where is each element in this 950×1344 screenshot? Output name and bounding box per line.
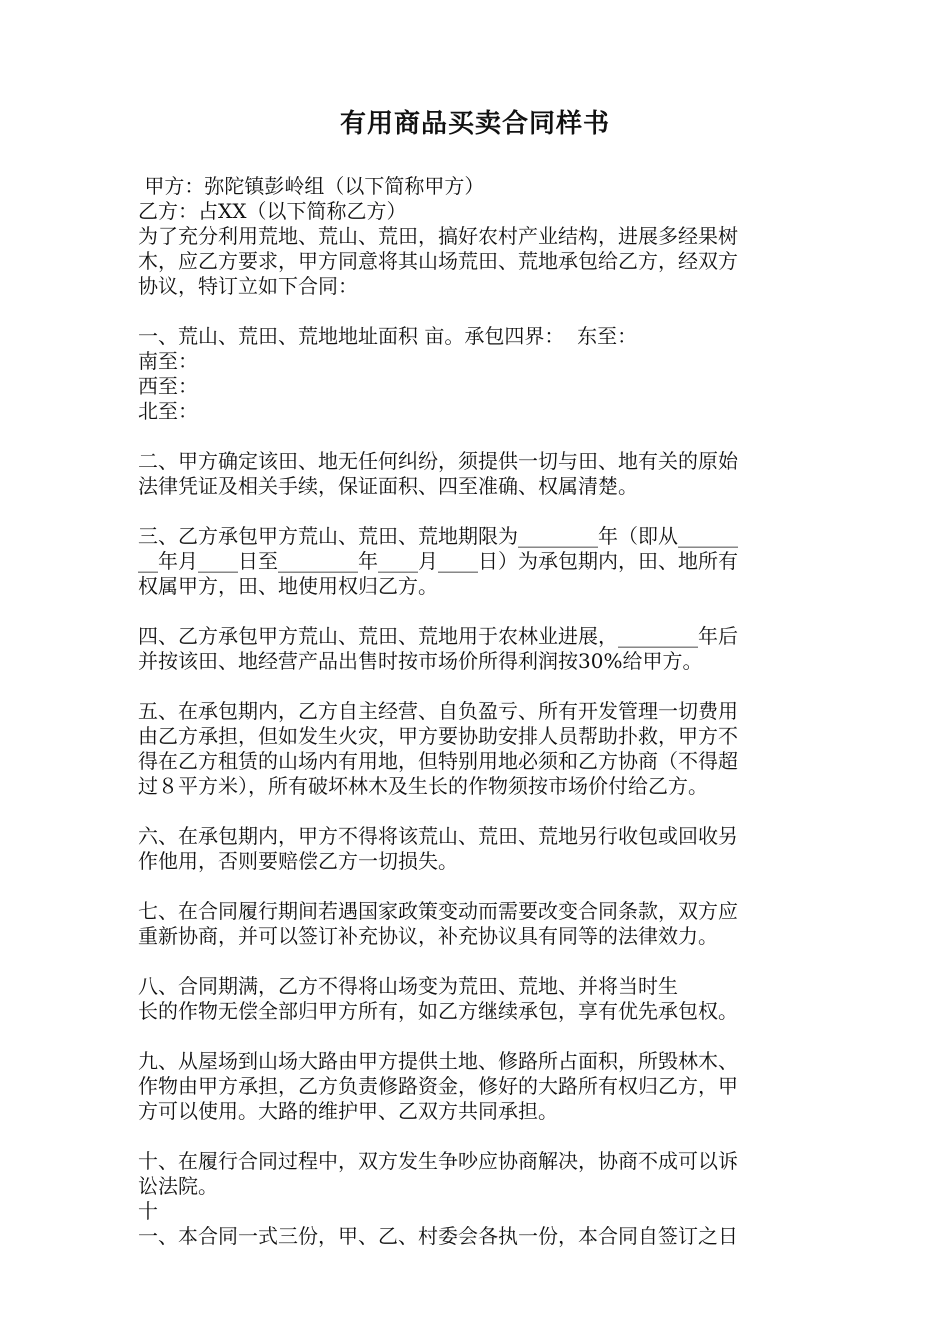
document-line: 并按该田、地经营产品出售时按市场价所得利润按30%给甲方。 — [138, 649, 703, 673]
document-line: 十 — [138, 1199, 158, 1223]
paragraph-gap — [138, 799, 818, 824]
document-line: 法律凭证及相关手续，保证面积、四至准确、权属清楚。 — [138, 474, 638, 498]
document-line: 二、甲方确定该田、地无任何纠纷，须提供一切与田、地有关的原始 — [138, 449, 738, 473]
document-line: 八、合同期满，乙方不得将山场变为荒田、荒地、并将当时生 — [138, 974, 678, 998]
document-line: 长的作物无偿全部归甲方所有，如乙方继续承包，享有优先承包权。 — [138, 999, 738, 1023]
document-line: 南至： — [138, 349, 198, 373]
document-line: 木，应乙方要求，甲方同意将其山场荒田、荒地承包给乙方，经双方 — [138, 249, 738, 273]
document-line: 北至： — [138, 399, 198, 423]
document-line: 作物由甲方承担，乙方负责修路资金，修好的大路所有权归乙方，甲 — [138, 1074, 738, 1098]
document-line: 由乙方承担，但如发生火灾，甲方要协助安排人员帮助扑救，甲方不 — [138, 724, 738, 748]
document-line: 甲方：弥陀镇彭岭组（以下简称甲方） — [138, 174, 485, 198]
paragraph-gap — [138, 674, 818, 699]
document-body — [138, 174, 818, 1249]
document-line: 乙方：占XX（以下简称乙方） — [138, 199, 407, 223]
document-line: 九、从屋场到山场大路由甲方提供土地、修路所占面积，所毁林木、 — [138, 1049, 738, 1073]
document-line: 讼法院。 — [138, 1174, 218, 1198]
document-line: 过８平方米），所有破坏林木及生长的作物须按市场价付给乙方。 — [138, 774, 708, 798]
paragraph-gap — [138, 1124, 818, 1149]
paragraph-gap — [138, 424, 818, 449]
paragraph-gap — [138, 299, 818, 324]
document-line: __年月____日至________年____月____日）为承包期内，田、地所有 — [138, 549, 738, 573]
paragraph-gap — [138, 499, 818, 524]
document-line: 作他用，否则要赔偿乙方一切损失。 — [138, 849, 458, 873]
document-line: 一、本合同一式三份，甲、乙、村委会各执一份，本合同自签订之日 — [138, 1224, 738, 1248]
paragraph-gap — [138, 599, 818, 624]
document-title: 有用商品买卖合同样书 — [339, 109, 610, 139]
document-line: 十、在履行合同过程中，双方发生争吵应协商解决，协商不成可以诉 — [138, 1149, 738, 1173]
document-line: 一、荒山、荒田、荒地地址面积 亩。承包四界： 东至： — [138, 324, 638, 348]
document-line: 七、在合同履行期间若遇国家政策变动而需要改变合同条款，双方应 — [138, 899, 738, 923]
document-line: 西至： — [138, 374, 198, 398]
document-line: 六、在承包期内，甲方不得将该荒山、荒田、荒地另行收包或回收另 — [138, 824, 738, 848]
document-line: 得在乙方租赁的山场内有用地，但特别用地必须和乙方协商（不得超 — [138, 749, 738, 773]
document-line: 五、在承包期内，乙方自主经营、自负盈亏、所有开发管理一切费用 — [138, 699, 738, 723]
paragraph-gap — [138, 874, 818, 899]
paragraph-gap — [138, 949, 818, 974]
paragraph-gap — [138, 1024, 818, 1049]
document-line: 方可以使用。大路的维护甲、乙双方共同承担。 — [138, 1099, 558, 1123]
document-line: 权属甲方，田、地使用权归乙方。 — [138, 574, 438, 598]
document-line: 为了充分利用荒地、荒山、荒田，搞好农村产业结构，进展多经果树 — [138, 224, 738, 248]
document-line: 三、乙方承包甲方荒山、荒田、荒地期限为________年（即从______ — [138, 524, 738, 548]
document-line: 协议，特订立如下合同： — [138, 274, 358, 298]
document-line: 四、乙方承包甲方荒山、荒田、荒地用于农林业进展，________年后 — [138, 624, 738, 648]
document-line: 重新协商，并可以签订补充协议，补充协议具有同等的法律效力。 — [138, 924, 718, 948]
